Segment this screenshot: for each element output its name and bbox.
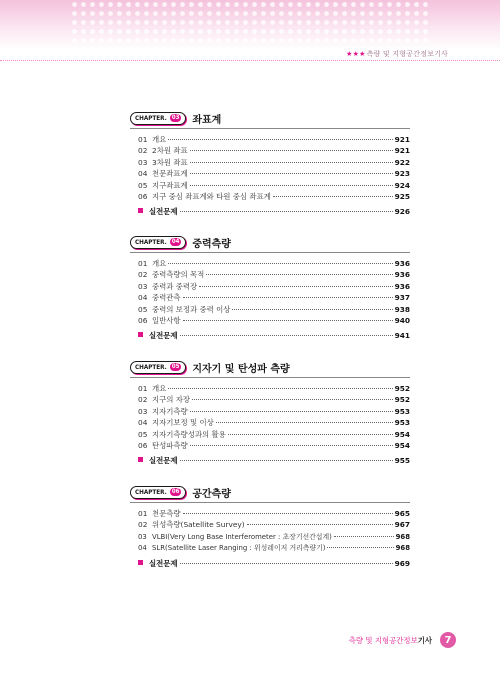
dot-leader: [216, 422, 393, 423]
entry-label: 위성측량(Satellite Survey): [152, 520, 245, 530]
chapter-badge-label: CHAPTER.: [135, 238, 167, 246]
chapter-badge: [130, 361, 186, 374]
dot-leader: [183, 513, 393, 514]
toc-entry[interactable]: [138, 417, 410, 428]
dot-leader: [190, 411, 393, 412]
dot-leader: [180, 211, 393, 212]
star-icons: ★★★: [346, 50, 366, 58]
chapter-section: [130, 483, 410, 568]
chapter-title: 공간측량: [192, 488, 231, 500]
entry-label: 2차원 좌표: [152, 146, 188, 156]
entry-number: 02: [138, 395, 148, 405]
dot-leader: [190, 150, 393, 151]
entry-number: 03: [138, 157, 148, 167]
entry-number: 04: [138, 544, 147, 553]
practice-label: 실전문제: [149, 456, 178, 466]
dot-leader: [327, 547, 393, 548]
toc-entry[interactable]: [138, 406, 410, 417]
header-dotted-rule: [0, 60, 500, 61]
chapter-rule: [130, 252, 410, 253]
chapter-heading: [130, 233, 410, 251]
chapter-badge: [130, 486, 186, 499]
entry-number: 01: [138, 384, 148, 393]
dot-leader: [180, 563, 393, 564]
chapter-badge-label: CHAPTER.: [135, 114, 167, 122]
entry-page: 936: [394, 270, 410, 280]
entry-page: 921: [394, 146, 410, 156]
entry-label: 중력과 중력장: [152, 281, 198, 291]
footer-title-main: 측량 및 지형공간정보: [348, 636, 418, 645]
entry-page: 953: [394, 418, 410, 428]
entry-number: 03: [138, 281, 148, 291]
entry-label: 천문측량: [152, 509, 181, 518]
entry-label: 일반사항: [152, 315, 181, 325]
chapter-rule: [130, 502, 410, 503]
toc-entry[interactable]: [138, 304, 410, 315]
entry-page: 953: [394, 406, 410, 416]
toc-entry[interactable]: [138, 440, 410, 451]
entry-page: 921: [394, 135, 410, 144]
entry-number: 02: [138, 520, 148, 530]
square-bullet-icon: [138, 457, 143, 462]
entry-number: 01: [138, 259, 148, 268]
square-bullet-icon: [138, 560, 143, 565]
entry-label: 중력의 보정과 중력 이상: [152, 304, 231, 314]
dot-leader: [180, 335, 393, 336]
dot-leader: [190, 445, 393, 446]
footer-title: [349, 635, 432, 646]
toc-list: [138, 134, 410, 218]
toc-list: [138, 383, 410, 467]
toc-entry[interactable]: [138, 292, 410, 303]
entry-page: 954: [394, 440, 410, 450]
toc-list: [138, 258, 410, 342]
entry-page: 926: [394, 207, 410, 217]
chapter-heading: [130, 483, 410, 501]
entry-page: 967: [394, 520, 410, 530]
entry-label: SLR(Satellite Laser Ranging : 위성레이저 거리측량기): [152, 544, 326, 553]
entry-number: 03: [138, 532, 147, 541]
chapter-heading: [130, 358, 410, 376]
dot-leader: [232, 309, 392, 310]
entry-page: 925: [394, 191, 410, 201]
square-bullet-icon: [138, 332, 143, 337]
entry-number: 04: [138, 293, 148, 303]
running-header: [346, 49, 448, 59]
chapter-section: [130, 109, 410, 217]
entry-page: 937: [394, 293, 410, 303]
entry-label: 중력측량의 목적: [152, 270, 205, 280]
toc-entry[interactable]: [138, 519, 410, 530]
toc-entry[interactable]: [138, 531, 410, 542]
dot-leader: [247, 524, 393, 525]
dot-leader: [183, 320, 393, 321]
chapter-rule: [130, 128, 410, 129]
toc-entry[interactable]: [138, 315, 410, 326]
toc-entry[interactable]: [138, 168, 410, 179]
page-footer: [0, 630, 500, 650]
entry-page: 952: [394, 384, 410, 393]
dot-leader: [168, 388, 392, 389]
entry-label: 지자기보정 및 이상: [152, 418, 214, 428]
entry-page: 936: [394, 281, 410, 291]
entry-label: 중력관측: [152, 293, 181, 303]
entry-page: 954: [394, 429, 410, 439]
chapter-title: 지자기 및 탄성파 측량: [192, 363, 290, 375]
toc-entry[interactable]: [138, 394, 410, 405]
entry-number: 02: [138, 146, 148, 156]
entry-number: 04: [138, 418, 148, 428]
footer-title-suffix: 기사: [417, 636, 432, 645]
toc-entry[interactable]: [138, 134, 410, 145]
entry-number: 01: [138, 135, 148, 144]
entry-number: 01: [138, 509, 148, 518]
square-bullet-icon: [138, 208, 143, 213]
entry-label: 천문좌표계: [152, 169, 188, 179]
dot-leader: [228, 434, 393, 435]
dot-leader: [190, 173, 393, 174]
toc-entry[interactable]: [138, 508, 410, 519]
toc-entry[interactable]: [138, 145, 410, 156]
entry-page: 969: [394, 558, 410, 568]
entry-number: 04: [138, 169, 148, 179]
entry-number: 06: [138, 315, 148, 325]
dot-leader: [273, 196, 393, 197]
chapter-number: 06: [171, 488, 180, 495]
page-number: 7: [440, 632, 456, 648]
toc-entry[interactable]: [138, 157, 410, 168]
dot-leader: [190, 185, 393, 186]
entry-page: 923: [394, 169, 410, 179]
entry-label: 지구 중심 좌표계와 타원 중심 좌표계: [152, 191, 271, 201]
entry-page: 965: [394, 509, 410, 518]
dot-leader: [206, 274, 392, 275]
chapter-heading: [130, 109, 410, 127]
dot-leader: [192, 399, 393, 400]
entry-label: 개요: [152, 135, 167, 144]
dot-pattern-decoration: [70, 0, 430, 50]
practice-label: 실전문제: [149, 207, 178, 217]
practice-label: 실전문제: [149, 331, 178, 341]
chapter-number: 04: [171, 238, 180, 245]
entry-page: 940: [394, 315, 410, 325]
toc-practice-entry[interactable]: [138, 455, 410, 466]
entry-number: 06: [138, 440, 148, 450]
header-band: [0, 0, 500, 50]
toc-practice-entry[interactable]: [138, 330, 410, 341]
entry-page: 936: [394, 259, 410, 268]
entry-number: 05: [138, 429, 148, 439]
entry-label: 개요: [152, 384, 167, 393]
running-header-title: 측량 및 지형공간정보기사: [366, 50, 448, 58]
toc-entry[interactable]: [138, 180, 410, 191]
entry-page: 922: [394, 157, 410, 167]
entry-number: 05: [138, 180, 148, 190]
toc-practice-entry[interactable]: [138, 558, 410, 569]
entry-label: 3차원 좌표: [152, 157, 188, 167]
chapter-title: 좌표계: [192, 114, 222, 126]
entry-page: 938: [394, 304, 410, 314]
dot-leader: [168, 139, 392, 140]
chapter-badge: [130, 236, 186, 249]
toc-entry[interactable]: [138, 191, 410, 202]
toc-entry[interactable]: [138, 542, 410, 553]
chapter-number: 05: [171, 363, 180, 370]
entry-page: 968: [395, 532, 410, 541]
entry-number: 03: [138, 406, 148, 416]
toc-list: [138, 508, 410, 569]
chapter-badge-label: CHAPTER.: [135, 363, 167, 371]
chapter-number: 03: [171, 114, 180, 121]
dot-leader: [168, 263, 392, 264]
entry-number: 06: [138, 191, 148, 201]
entry-label: 지자기측량: [152, 406, 188, 416]
entry-page: 968: [395, 544, 410, 553]
entry-label: 지자기측량성과의 활용: [152, 429, 226, 439]
entry-label: 지구좌표계: [152, 180, 188, 190]
toc-entry[interactable]: [138, 258, 410, 269]
entry-label: VLBI(Very Long Base Interferometer : 초장기선간섭계): [152, 532, 332, 541]
toc-entry[interactable]: [138, 281, 410, 292]
chapter-title: 중력측량: [192, 238, 231, 250]
toc-entry[interactable]: [138, 429, 410, 440]
dot-leader: [190, 162, 393, 163]
chapter-rule: [130, 377, 410, 378]
entry-number: 02: [138, 270, 148, 280]
toc-practice-entry[interactable]: [138, 206, 410, 217]
entry-page: 952: [394, 395, 410, 405]
entry-number: 05: [138, 304, 148, 314]
entry-page: 941: [394, 331, 410, 341]
chapter-badge: [130, 112, 186, 125]
chapter-badge-label: CHAPTER.: [135, 488, 167, 496]
chapter-section: [130, 233, 410, 341]
entry-label: 지구의 자장: [152, 395, 191, 405]
entry-page: 955: [394, 456, 410, 466]
entry-label: 개요: [152, 259, 167, 268]
dot-leader: [199, 286, 392, 287]
entry-page: 924: [394, 180, 410, 190]
toc-entry[interactable]: [138, 383, 410, 394]
dot-leader: [334, 536, 394, 537]
toc-entry[interactable]: [138, 269, 410, 280]
entry-label: 탄성파측량: [152, 440, 188, 450]
dot-leader: [183, 297, 393, 298]
chapter-section: [130, 358, 410, 466]
practice-label: 실전문제: [149, 558, 178, 568]
dot-leader: [180, 460, 393, 461]
